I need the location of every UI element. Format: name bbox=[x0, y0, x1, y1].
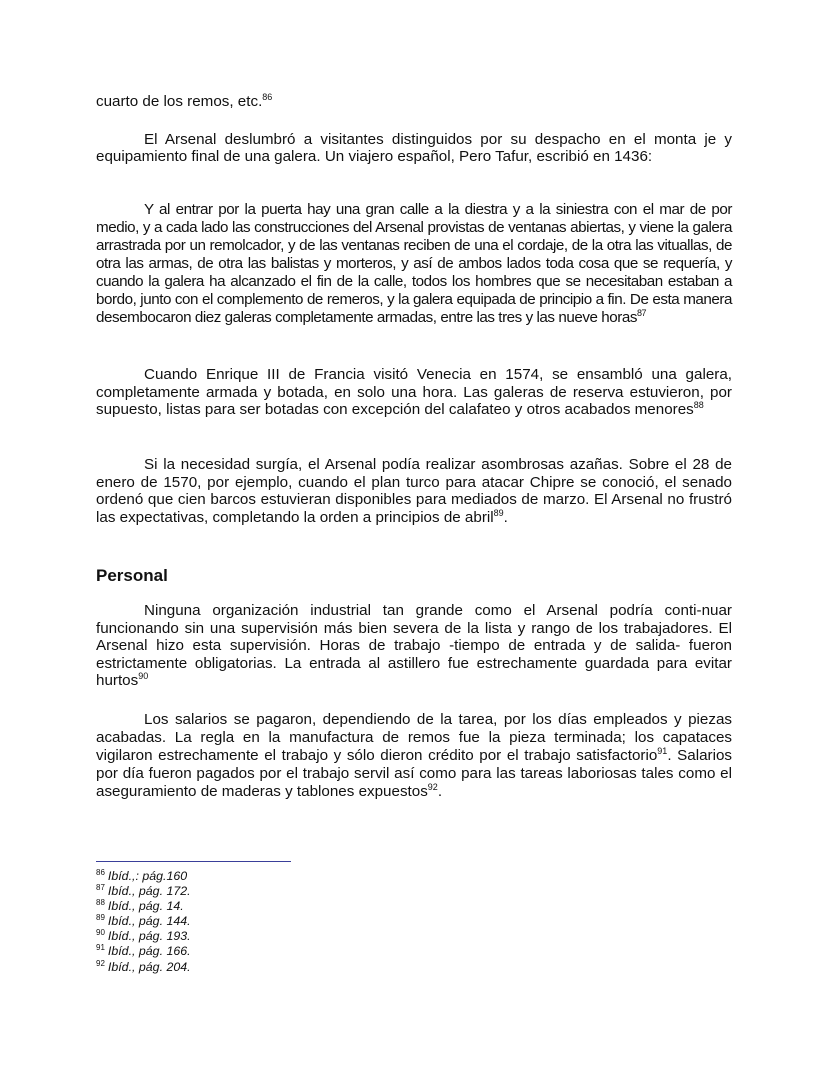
paragraph-enrique-iii bbox=[96, 366, 732, 419]
paragraph-text: . bbox=[503, 508, 508, 526]
footnote-90 bbox=[96, 929, 191, 944]
section-heading: Personal bbox=[96, 566, 168, 585]
footnote-ref[interactable]: 90 bbox=[138, 671, 149, 682]
footnote-text: Ibíd., pág. 144. bbox=[107, 914, 191, 929]
footnote-text: Ibíd., pág. 14. bbox=[107, 899, 184, 914]
footnote-86 bbox=[96, 869, 191, 884]
footnote-number: 90 bbox=[96, 928, 105, 938]
footnote-89 bbox=[96, 914, 191, 929]
footnote-separator bbox=[96, 861, 291, 862]
footnote-number: 88 bbox=[96, 898, 105, 908]
paragraph-continuation bbox=[96, 93, 732, 110]
footnote-number: 89 bbox=[96, 913, 105, 923]
paragraph-salarios bbox=[96, 711, 732, 801]
block-quote-tafur bbox=[96, 201, 732, 327]
footnote-text: Ibíd., pág. 166. bbox=[107, 944, 191, 959]
paragraph-text: Cuando Enrique III de Francia visitó Venecia en 1574, se ensambló una galera, completamente armada y botada, en solo una hora. Las galeras de reserva estuvieron, por supuesto, listas para ser botadas con excepción del calafateo y otros acabados menores bbox=[96, 366, 732, 419]
footnote-number: 86 bbox=[96, 868, 105, 877]
footnote-text: Ibíd., pág. 172. bbox=[107, 884, 191, 899]
footnote-text: Ibíd., pág. 193. bbox=[107, 929, 191, 944]
footnote-text: Ibíd., pág. 204. bbox=[107, 959, 191, 974]
paragraph-text: Si la necesidad surgía, el Arsenal podía realizar asombrosas azañas. Sobre el 28 de enero de 1570, por ejemplo, cuando el plan turco para atacar Chipre se conoció, el senado ordenó que cien barcos estuvieran disponibles para mediados de marzo. El Arsenal no frustró las expectativas, completando la orden a principios de abril bbox=[96, 456, 732, 526]
paragraph-text: . Salarios por día fueron pagados por el trabajo servil así como para las tareas laboriosas tales como el aseguramiento de maderas y tablones expuestos bbox=[96, 747, 732, 800]
paragraph-text: El Arsenal deslumbró a visitantes distinguidos por su despacho en el monta je y equipamiento final de una galera. Un viajero español, Pero Tafur, escribió en 1436: bbox=[96, 131, 732, 166]
footnotes bbox=[96, 869, 191, 975]
footnote-ref[interactable]: 86 bbox=[262, 92, 273, 102]
footnote-ref[interactable]: 87 bbox=[636, 308, 647, 318]
footnote-ref[interactable]: 88 bbox=[693, 400, 704, 411]
paragraph-supervision bbox=[96, 602, 732, 690]
footnote-number: 91 bbox=[96, 943, 105, 953]
footnote-92 bbox=[96, 960, 191, 975]
footnote-ref[interactable]: 91 bbox=[657, 746, 668, 756]
footnote-text: Ibíd.,: pág.160 bbox=[107, 869, 188, 883]
paragraph-text: . bbox=[437, 783, 443, 800]
quote-text: Y al entrar por la puerta hay una gran calle a la diestra y a la siniestra con el mar de por medio, y a cada lado las construcciones del Arsenal provistas de ventanas abiertas, y viene la galera arrastrada por un remolcador, y de las ventanas reciben de una el cordaje, de la otra las vituallas, de otra las armas, de otra las balistas y morteros, y así de ambos lados toda cosa que se requería, y cuando la galera ha alcanzado el fin de la calle, todos los hombres que se necesitaban estaban a bordo, junto con el complemento de remeros, y la galera equipada de principio a fin. De esta manera desembocaron diez galeras completamente armadas, entre las tres y las nueve horas bbox=[96, 201, 732, 326]
paragraph-text: Los salarios se pagaron, dependiendo de la tarea, por los días empleados y piezas acabadas. La regla en la manufactura de remos fue la pieza terminada; los capataces vigilaron estrechamente el trabajo y sólo dieron crédito por el trabajo satisfactorio bbox=[96, 711, 732, 764]
paragraph-text: cuarto de los remos, etc. bbox=[96, 93, 263, 110]
footnote-number: 92 bbox=[96, 958, 105, 968]
footnote-88 bbox=[96, 899, 191, 914]
paragraph-text: Ninguna organización industrial tan grande como el Arsenal podría conti-nuar funcionando sin una supervisión más bien severa de la lista y rango de los trabajadores. El Arsenal hizo esta supervisión. Horas de trabajo -tiempo de entrada y de salida- fueron estrictamente obligatorias. La entrada al astillero fue estrechamente guardada para evitar hurtos bbox=[96, 602, 732, 690]
paragraph-chipre bbox=[96, 456, 732, 526]
paragraph-arsenal-visitors bbox=[96, 131, 732, 165]
footnote-ref[interactable]: 89 bbox=[493, 507, 504, 518]
footnote-ref[interactable]: 92 bbox=[427, 782, 438, 792]
footnote-91 bbox=[96, 944, 191, 959]
footnote-number: 87 bbox=[96, 883, 105, 893]
footnote-87 bbox=[96, 884, 191, 899]
